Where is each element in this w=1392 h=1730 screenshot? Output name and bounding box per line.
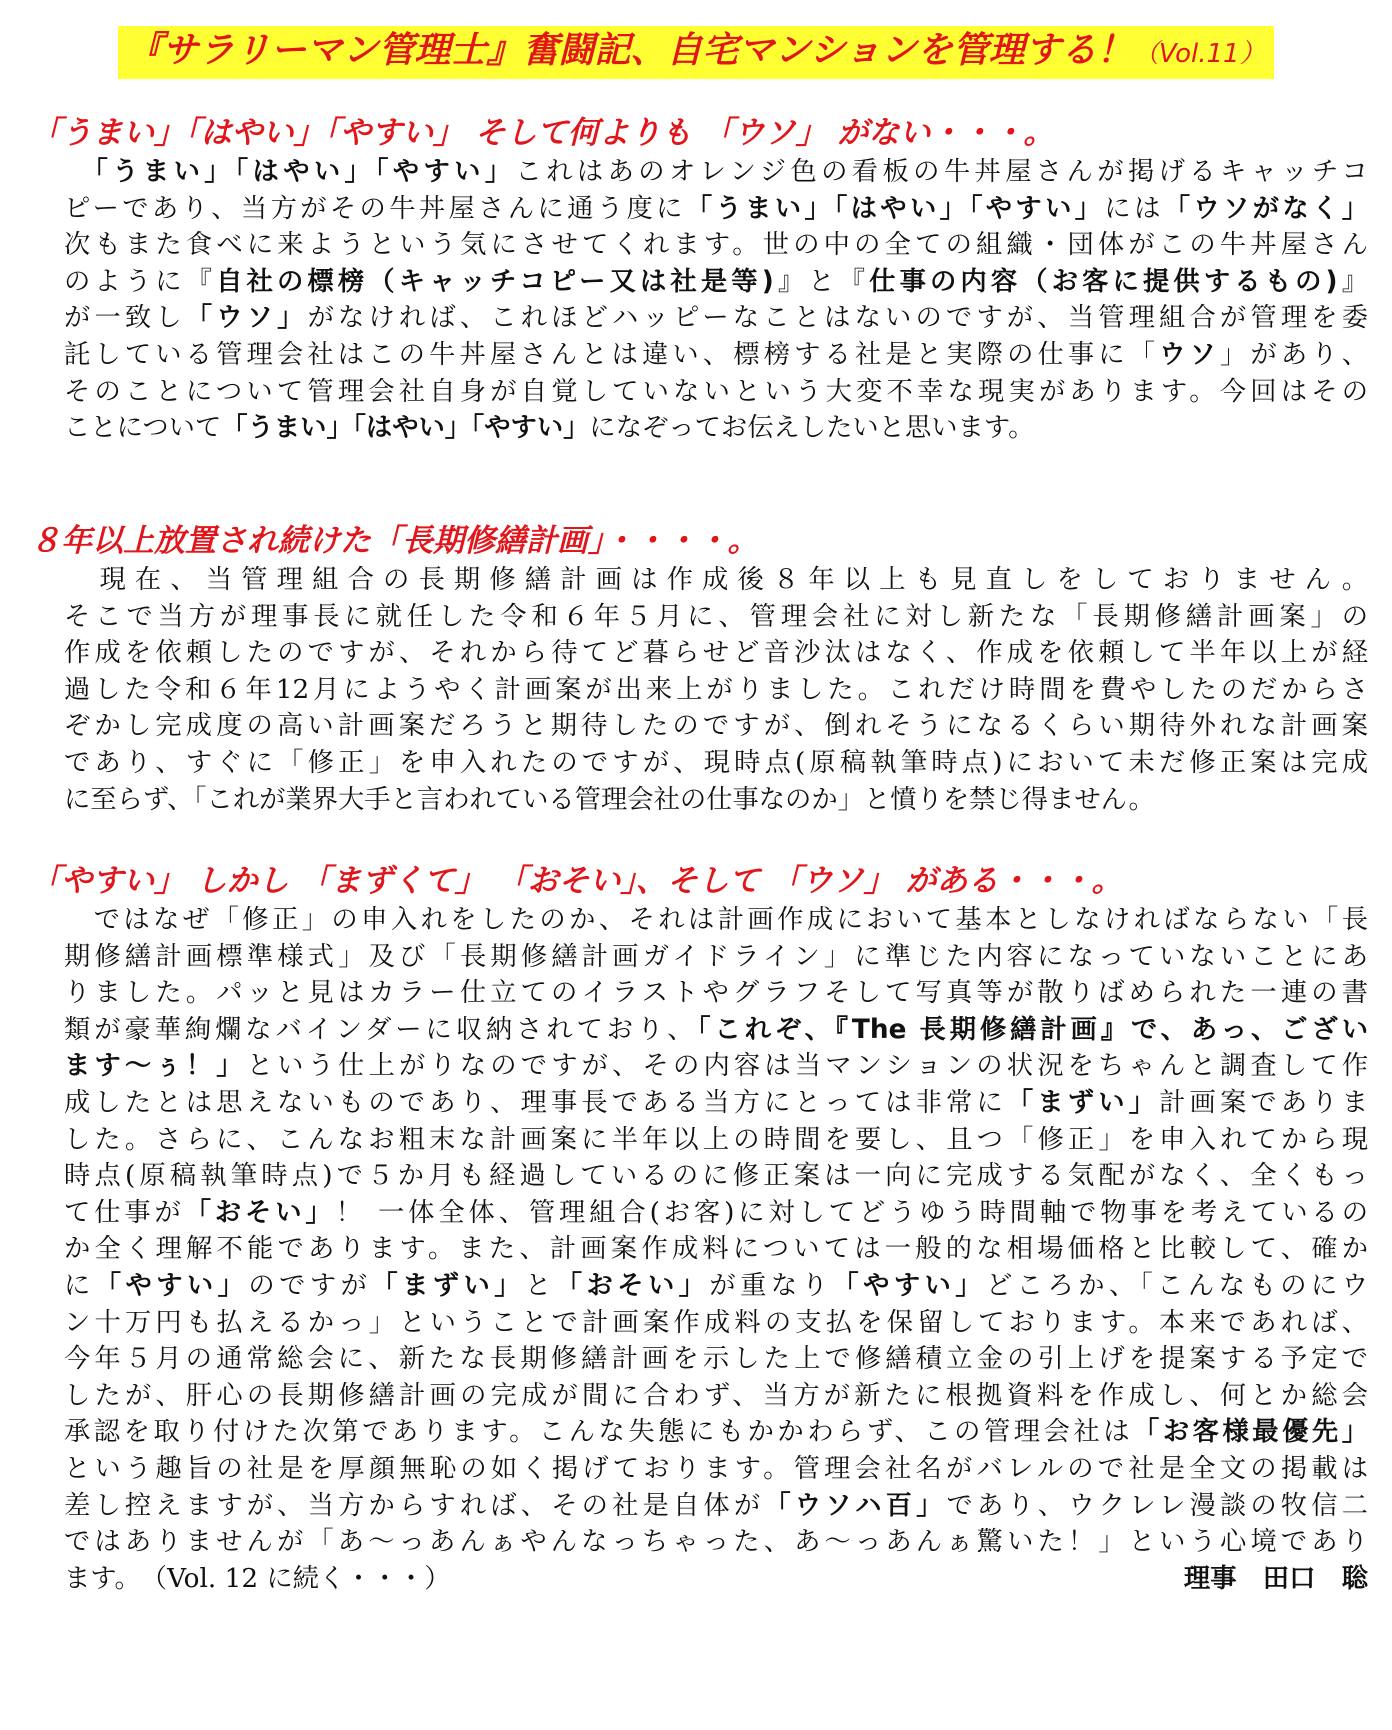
closing-line <box>64 1561 1368 1598</box>
text-run: りました。パッと見はカラー仕立てのイラストやグラフそして写真等が散りばめられた一連の書 <box>64 978 1368 1009</box>
emphasis-text: 「うまい」「はやい」「やすい」 <box>685 193 1105 224</box>
section-yasui-mazukute-osoi <box>30 860 1370 1597</box>
text-run: 作成を依頼したのですが、それから待てど暮らせど音沙汰はなく、作成を依頼して半年以上が経 <box>64 638 1368 669</box>
text-run: 託している管理会社はこの牛丼屋さんとは違い、標榜する社是と実際の仕事に「 <box>64 339 1160 370</box>
text-run: そのことについて管理会社自身が自覚していないという大変不幸な現実があります。今回はその <box>64 376 1368 407</box>
text-run: か全く理解不能であります。また、計画案作成料については一般的な相場価格と比較して、確か <box>64 1234 1368 1265</box>
emphasis-text: 「おそい」 <box>184 1197 336 1228</box>
emphasis-text: 「ウソがなく」 <box>1163 193 1369 224</box>
paragraph-line <box>64 745 1368 782</box>
paragraph-line <box>64 975 1368 1012</box>
text-run: どころか、「こんなものにウ <box>986 1270 1368 1301</box>
paragraph-line <box>64 562 1368 599</box>
paragraph-line <box>64 1524 1368 1561</box>
section-body <box>64 154 1368 447</box>
paragraph-line <box>64 191 1368 228</box>
paragraph-line <box>64 782 1368 819</box>
text-run: という仕上がりなのですが、その内容は当マンションの状況をちゃんと調査して作 <box>246 1051 1368 1082</box>
text-run: て仕事が <box>64 1197 185 1228</box>
paragraph-line <box>64 1378 1368 1415</box>
paragraph-line <box>64 599 1368 636</box>
text-run: 成したとは思えないものであり、理事長である当方にとっては非常に <box>64 1087 1007 1118</box>
text-run: という趣旨の社是を厚顔無恥の如く掲げております。管理会社名がバレルので社是全文の掲載は <box>64 1453 1368 1484</box>
paragraph-line <box>64 1414 1368 1451</box>
paragraph-line <box>64 300 1368 337</box>
emphasis-text: 「まずい」 <box>1006 1087 1160 1118</box>
text-run: した。さらに、こんなお粗末な計画案に半年以上の時間を要し、且つ「修正」を申入れてから現 <box>64 1124 1368 1155</box>
paragraph-line <box>64 1268 1368 1305</box>
text-run: が一致し <box>64 303 186 334</box>
text-run: 時点(原稿執筆時点)で５か月も経過しているのに修正案は一向に完成する気配がなく、全くもっ <box>64 1161 1368 1192</box>
text-run: 差し控えますが、当方からすれば、その社是自体が <box>64 1490 765 1521</box>
text-run: 次もまた食べに来ようという気にさせてくれます。世の中の全ての組織・団体がこの牛丼屋さん <box>64 230 1368 261</box>
paragraph-line <box>64 1231 1368 1268</box>
paragraph-line <box>64 154 1368 191</box>
paragraph-line <box>64 410 1368 447</box>
volume-label: （Vol.11） <box>1132 39 1266 69</box>
text-run <box>64 157 95 187</box>
paragraph-line <box>64 902 1368 939</box>
paragraph-line <box>64 1158 1368 1195</box>
text-run: のですが <box>248 1270 372 1301</box>
text-run: ではありませんが「あ～っあんぁやんなっちゃった、あ～っあんぁ驚いた！」という心境であり <box>64 1527 1368 1558</box>
text-run: ではなぜ「修正」の申入れをしたのか、それは計画作成において基本としなければならない「長 <box>64 905 1368 935</box>
page-title: 『サラリーマン管理士』奮闘記、自宅マンションを管理する！（Vol.11） <box>118 26 1273 79</box>
text-run: であり、ウクレレ漫談の牧信二 <box>946 1490 1368 1521</box>
paragraph-line <box>64 374 1368 411</box>
text-run: 』と『 <box>773 266 870 297</box>
paragraph-line <box>64 939 1368 976</box>
text-run: したが、肝心の長期修繕計画の完成が間に合わず、当方が新たに根拠資料を作成し、何とか総会 <box>64 1380 1368 1411</box>
section-heading: 「うまい」「はやい」「やすい」 そして何よりも 「ウソ」 がない・・・。 <box>30 115 1055 151</box>
paragraph-line <box>64 1012 1368 1049</box>
paragraph-line <box>64 264 1368 301</box>
paragraph-line <box>64 1195 1368 1232</box>
section-body <box>64 562 1368 818</box>
paragraph-line <box>64 1048 1368 1085</box>
section-long-term-repair-plan <box>30 520 1370 818</box>
text-run: 計画案でありま <box>1159 1087 1368 1118</box>
emphasis-text: 「うまい」「はやい」「やすい」 <box>94 157 516 187</box>
paragraph-line <box>64 672 1368 709</box>
emphasis-text: 仕事の内容（お客に提供するもの) <box>869 266 1338 297</box>
text-run: に至らず、「これが業界大手と言われている管理会社の仕事なのか」と憤りを禁じ得ません。 <box>64 784 1155 815</box>
emphasis-text: 「おそい」 <box>555 1270 710 1301</box>
text-run: が重なり <box>709 1270 833 1301</box>
paragraph-line <box>64 708 1368 745</box>
emphasis-text: 「ウソ」 <box>185 303 308 334</box>
emphasis-text: ます～ぅ！」 <box>64 1051 247 1082</box>
paragraph-line <box>64 1488 1368 1525</box>
emphasis-text: 「やすい」 <box>94 1270 249 1301</box>
paragraph-line <box>64 1122 1368 1159</box>
text-run: そこで当方が理事長に就任した令和６年５月に、管理会社に対し新たな「長期修繕計画案」の <box>64 601 1368 632</box>
section-umai-hayai-yasui <box>30 112 1370 447</box>
text-run: これはあのオレンジ色の看板の牛丼屋さんが掲げるキャッチコ <box>515 157 1368 187</box>
text-run: ！ 一体全体、管理組合(お客)に対してどうゆう時間軸で物事を考えているの <box>335 1197 1369 1228</box>
paragraph-line <box>64 1341 1368 1378</box>
text-run: のように『 <box>64 266 217 297</box>
paragraph-line <box>64 635 1368 672</box>
emphasis-text: ウソ <box>1159 339 1221 370</box>
emphasis-text: 「これぞ、『The 長期修繕計画』で、あっ、ござい <box>697 1014 1368 1045</box>
title-banner <box>0 26 1392 79</box>
emphasis-text: 「うまい」「はやい」「やすい」 <box>221 413 590 444</box>
text-run: 過した令和６年12月にようやく計画案が出来上がりました。これだけ時間を費やしたのだからさ <box>64 674 1368 705</box>
emphasis-text: 自社の標榜（キャッチコピー又は社是等) <box>216 266 774 297</box>
text-run: ピーであり、当方がその牛丼屋さんに通う度に <box>64 193 686 224</box>
text-run: に <box>64 1270 95 1301</box>
paragraph-line <box>64 227 1368 264</box>
text-run: 承認を取り付けた次第であります。こんな失態にもかかわらず、この管理会社は <box>64 1417 1134 1448</box>
text-run: と <box>525 1270 556 1301</box>
text-run: がなければ、これほどハッピーなことはないのですが、当管理組合が管理を委 <box>307 303 1369 334</box>
text-run: 類が豪華絢爛なバインダーに収納されており、 <box>64 1014 698 1045</box>
section-heading: ８年以上放置され続けた「長期修繕計画」・・・・。 <box>30 523 759 559</box>
emphasis-text: 「やすい」 <box>832 1270 987 1301</box>
paragraph-line <box>64 1305 1368 1342</box>
text-run: には <box>1104 193 1164 224</box>
paragraph-line <box>64 1085 1368 1122</box>
text-run: であり、すぐに「修正」を申入れたのですが、現時点(原稿執筆時点)において未だ修正案は完成 <box>64 747 1368 778</box>
text-run: 期修繕計画標準様式」及び「長期修繕計画ガイドライン」に準じた内容になっていないことにあ <box>64 941 1368 972</box>
text-run: 現在、当管理組合の長期修繕計画は作成後８年以上も見直しをしておりません。 <box>64 565 1368 595</box>
paragraph-line <box>64 337 1368 374</box>
emphasis-text: 「ウソハ百」 <box>764 1490 947 1521</box>
text-run: 』 <box>1337 266 1369 297</box>
author-signature: 理事 田口 聡 <box>1183 1563 1368 1594</box>
text-run: ン十万円も払えるかっ」ということで計画案作成料の支払を保留しております。本来であれば、 <box>64 1307 1368 1338</box>
emphasis-text: 「お客様最優先」 <box>1133 1417 1368 1448</box>
text-run: になぞってお伝えしたいと思います。 <box>589 413 1035 444</box>
emphasis-text: 「まずい」 <box>371 1270 526 1301</box>
text-run: ぞかし完成度の高い計画案だろうと期待したのですが、倒れそうになるくらい期待外れな計画案 <box>64 711 1368 742</box>
paragraph-line <box>64 1451 1368 1488</box>
section-heading: 「やすい」 しかし 「まずくて」 「おそい」、そして 「ウソ」 がある・・・。 <box>30 863 1123 899</box>
text-run: 今年５月の通常総会に、新たな長期修繕計画を示した上で修繕積立金の引上げを提案する予定で <box>64 1344 1368 1375</box>
section-body <box>64 902 1368 1561</box>
text-run: 」があり、 <box>1220 339 1369 370</box>
text-run: ことについて <box>64 413 222 444</box>
continued-note: ます。 （Vol. 12 に続く・・・） <box>64 1563 451 1594</box>
